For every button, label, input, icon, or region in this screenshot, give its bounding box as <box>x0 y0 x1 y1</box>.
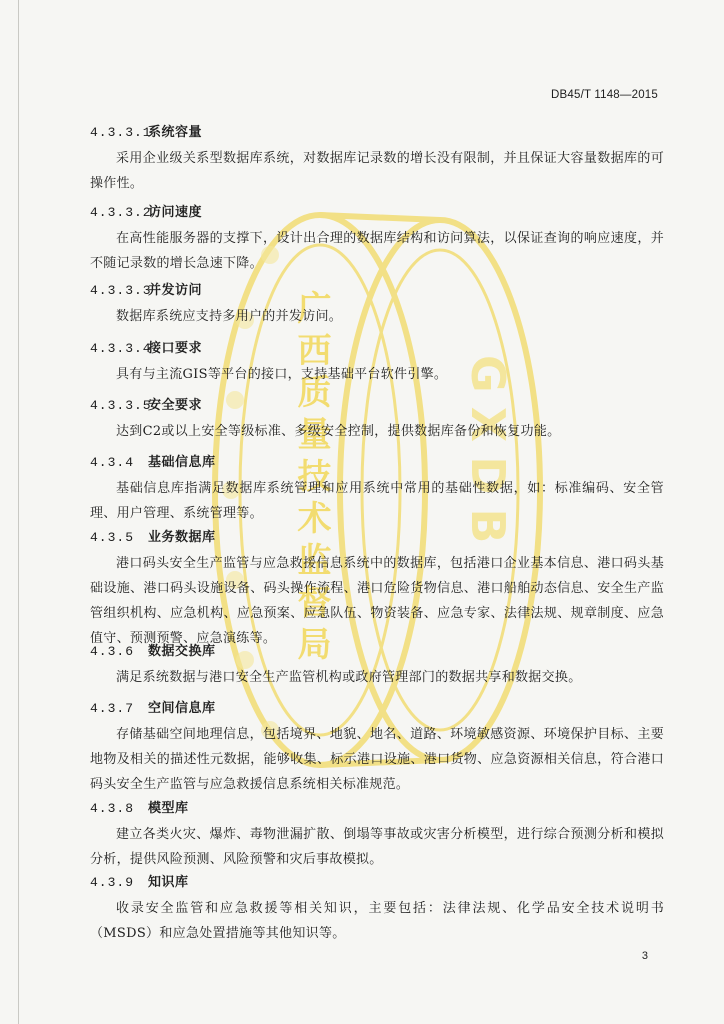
section-title: 安全要求 <box>148 398 203 413</box>
section-title: 基础信息库 <box>148 455 216 470</box>
section-heading <box>90 526 216 545</box>
section-heading <box>90 797 189 816</box>
section-title: 访问速度 <box>148 205 203 220</box>
section-heading <box>90 201 202 220</box>
scan-edge-line <box>18 0 19 1024</box>
standard-code: DB45/T 1148—2015 <box>551 89 658 101</box>
section-body: 具有与主流GIS等平台的接口，支持基础平台软件引擎。 <box>116 367 448 382</box>
section-heading <box>90 451 216 470</box>
section-number: 4.3.3.5 <box>90 398 152 413</box>
section-body: 在高性能服务器的支撑下，设计出合理的数据库结构和访问算法，以保证查询的响应速度，并不随记录数的增长急速下降。 <box>90 231 664 271</box>
section-heading <box>90 337 202 356</box>
section-number: 4.3.5 <box>90 530 135 545</box>
section-title: 接口要求 <box>148 341 203 356</box>
section-title: 空间信息库 <box>148 701 216 716</box>
section-heading <box>90 697 216 716</box>
section-body: 数据库系统应支持多用户的并发访问。 <box>116 309 343 324</box>
section-number: 4.3.8 <box>90 801 135 816</box>
section-number: 4.3.3.4 <box>90 341 152 356</box>
section-body: 基础信息库指满足数据库系统管理和应用系统中常用的基础性数据，如：标准编码、安全管理、用户管理、系统管理等。 <box>90 481 664 521</box>
section-heading <box>90 394 202 413</box>
section-title: 系统容量 <box>148 125 203 140</box>
section-body: 存储基础空间地理信息，包括境界、地貌、地名、道路、环境敏感资源、环境保护目标、主要地物及相关的描述性元数据，能够收集、标示港口设施、港口货物、应急资源相关信息，符合港口码头安全生产监管与应急救援信息系统相关标准规范。 <box>90 727 664 792</box>
section-number: 4.3.6 <box>90 644 135 659</box>
section-heading <box>90 640 216 659</box>
section-body: 采用企业级关系型数据库系统，对数据库记录数的增长没有限制，并且保证大容量数据库的可操作性。 <box>90 151 664 191</box>
page-number: 3 <box>641 950 648 962</box>
section-title: 并发访问 <box>148 283 203 298</box>
section-body: 达到C2或以上安全等级标准、多级安全控制，提供数据库备份和恢复功能。 <box>116 424 561 439</box>
section-number: 4.3.4 <box>90 455 135 470</box>
section-number: 4.3.3.1 <box>90 125 152 140</box>
section-heading <box>90 279 202 298</box>
section-body: 收录安全监管和应急救援等相关知识，主要包括：法律法规、化学品安全技术说明书（MSDS）和应急处置措施等其他知识等。 <box>90 901 664 941</box>
section-body: 满足系统数据与港口安全生产监管机构或政府管理部门的数据共享和数据交换。 <box>116 670 582 685</box>
section-number: 4.3.9 <box>90 875 135 890</box>
section-title: 业务数据库 <box>148 530 216 545</box>
section-number: 4.3.3.2 <box>90 205 152 220</box>
section-heading <box>90 871 189 890</box>
section-body: 港口码头安全生产监管与应急救援信息系统中的数据库，包括港口企业基本信息、港口码头基础设施、港口码头设施设备、码头操作流程、港口危险货物信息、港口船舶动态信息、安全生产监管组织机构、应急机构、应急预案、应急队伍、物资装备、应急专家、法律法规、规章制度、应急值守、预测预警、应急演练等。 <box>90 556 664 646</box>
watermark-text-vertical: 广西质量技术监督局 <box>291 290 331 668</box>
watermark-text-gxdb: GXDB <box>461 355 515 558</box>
section-body: 建立各类火灾、爆炸、毒物泄漏扩散、倒塌等事故或灾害分析模型，进行综合预测分析和模拟分析，提供风险预测、风险预警和灾后事故模拟。 <box>90 827 664 867</box>
section-heading <box>90 121 202 140</box>
section-title: 数据交换库 <box>148 644 216 659</box>
section-title: 模型库 <box>148 801 189 816</box>
section-number: 4.3.7 <box>90 701 135 716</box>
section-title: 知识库 <box>148 875 189 890</box>
section-number: 4.3.3.3 <box>90 283 152 298</box>
